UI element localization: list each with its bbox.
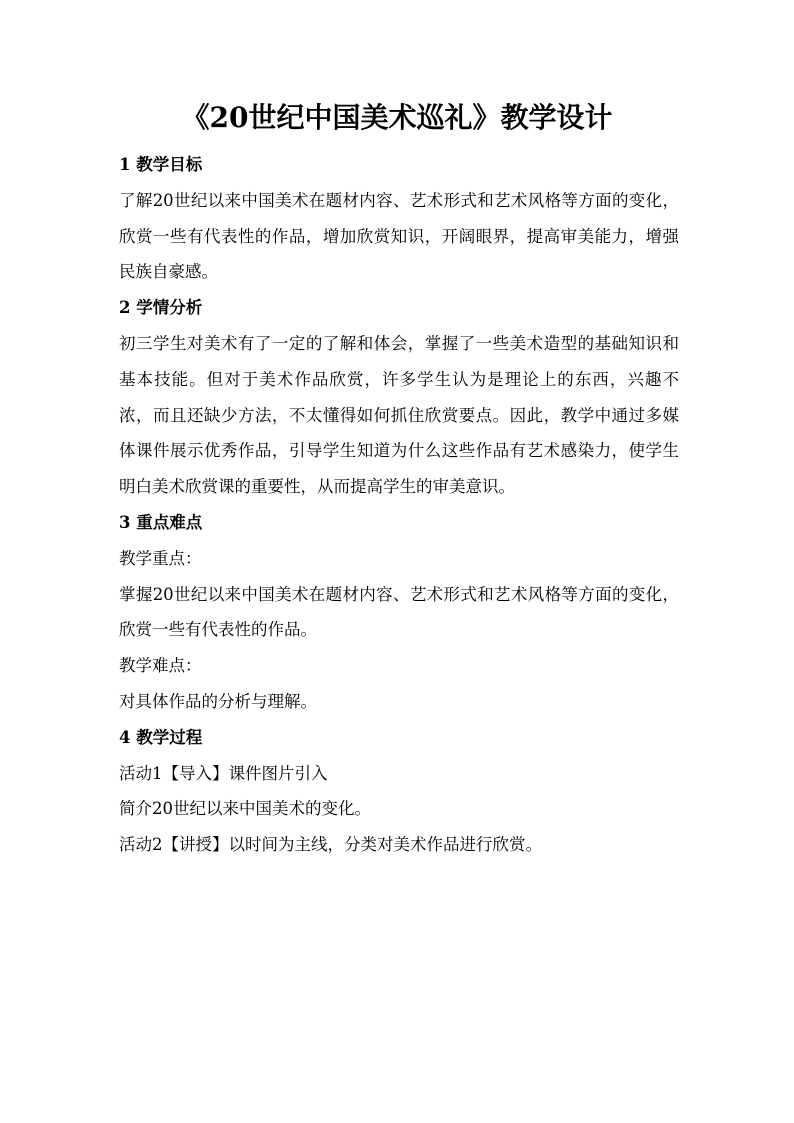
section-paragraph: 简介20世纪以来中国美术的变化。: [119, 799, 371, 819]
section-paragraph: 对具体作品的分析与理解。: [119, 691, 317, 711]
section-key-points: [119, 505, 679, 720]
section-paragraph: 教学难点：: [119, 656, 202, 676]
section-teaching-goals: [119, 147, 679, 290]
section-paragraph: 活动2【讲授】以时间为主线，分类对美术作品进行欣赏。: [119, 835, 542, 855]
document-title: 《20世纪中国美术巡礼》教学设计: [181, 101, 613, 134]
section-teaching-process: [119, 720, 679, 863]
section-heading: 2 学情分析: [119, 298, 203, 318]
section-paragraph: 初三学生对美术有了一定的了解和体会，掌握了一些美术造型的基础知识和基本技能。但对于美术作品欣赏，许多学生认为是理论上的东西，兴趣不浓，而且还缺少方法，不太懂得如何抓住欣赏要点。因此，教学中通过多媒体课件展示优秀作品，引导学生知道为什么这些作品有艺术感染力，使学生明白美术欣赏课的重要性，从而提高学生的审美意识。: [119, 333, 679, 497]
section-paragraph: 掌握20世纪以来中国美术在题材内容、艺术形式和艺术风格等方面的变化，欣赏一些有代表性的作品。: [119, 584, 679, 640]
section-paragraph: 了解20世纪以来中国美术在题材内容、艺术形式和艺术风格等方面的变化，欣赏一些有代表性的作品，增加欣赏知识，开阔眼界，提高审美能力，增强民族自豪感。: [119, 190, 679, 282]
section-heading: 4 教学过程: [119, 727, 203, 747]
section-paragraph: 活动1【导入】课件图片引入: [119, 763, 328, 783]
section-heading: 3 重点难点: [119, 512, 203, 532]
section-student-analysis: [119, 290, 679, 505]
section-paragraph: 教学重点：: [119, 548, 202, 568]
document-body: [119, 147, 679, 863]
section-heading: 1 教学目标: [119, 155, 203, 174]
